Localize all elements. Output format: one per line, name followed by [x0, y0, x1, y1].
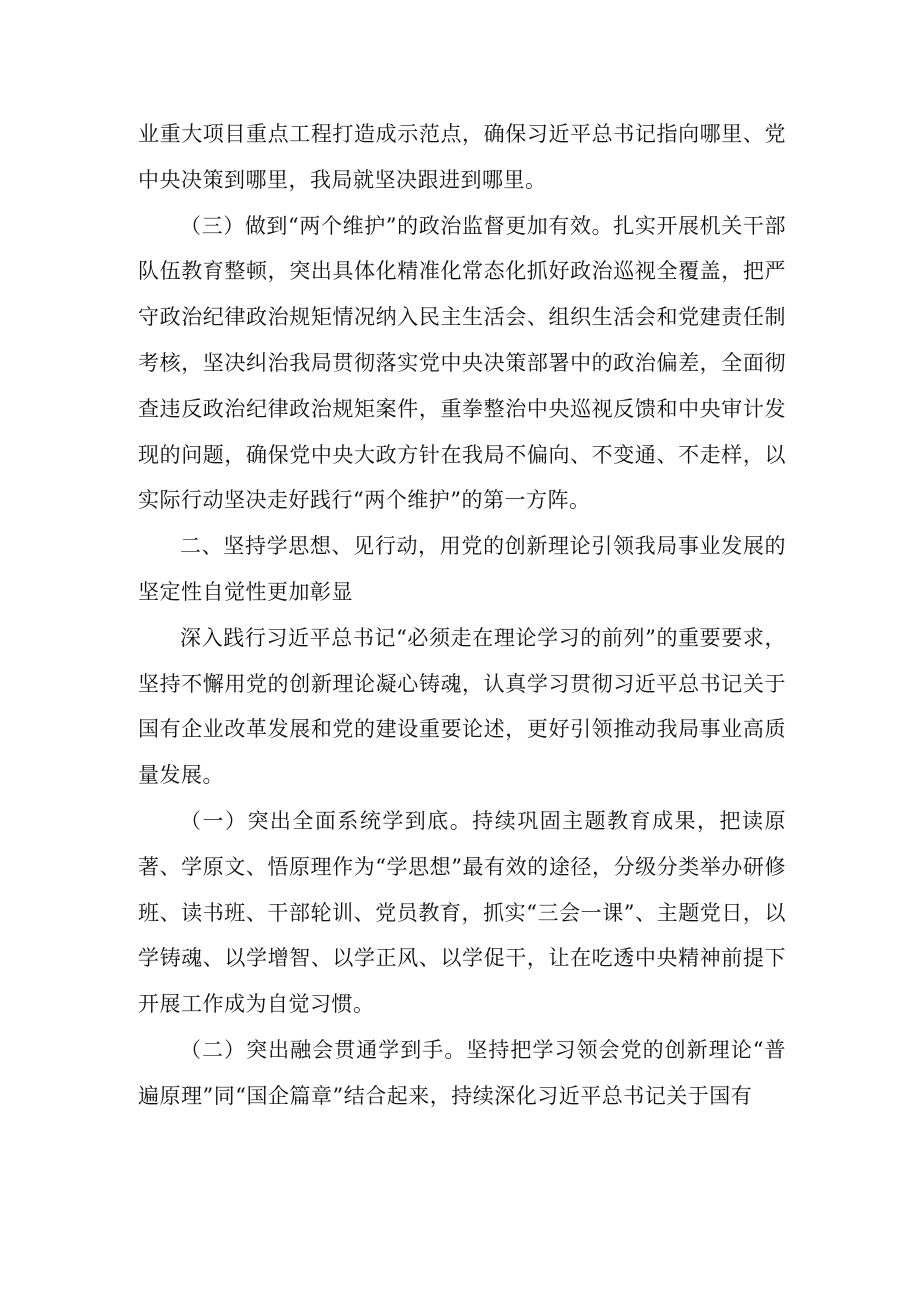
- paragraph-section-2-item-1: （一）突出全面系统学到底。持续巩固主题教育成果，把读原著、学原文、悟原理作为“学思想”最有效的途径，分级分类举办研修班、读书班、干部轮训、党员教育，抓实“三会一课”、主题党日，以学铸魂、以学增智、以学正风、以学促干，让在吃透中央精神前提下开展工作成为自觉习惯。: [138, 808, 786, 1017]
- document-body: [138, 112, 786, 1120]
- paragraph-section-2-intro: 深入践行习近平总书记“必须走在理论学习的前列”的重要要求，坚持不懈用党的创新理论凝心铸魂，认真学习贯彻习近平总书记关于国有企业改革发展和党的建设重要论述，更好引领推动我局事业高质量发展。: [138, 625, 786, 788]
- paragraph-section-2-item-2: （二）突出融会贯通学到手。坚持把学习领会党的创新理论“普遍原理”同“国企篇章”结合起来，持续深化习近平总书记关于国有: [138, 1037, 786, 1108]
- section-2-heading: 二、坚持学思想、见行动，用党的创新理论引领我局事业发展的坚定性自觉性更加彰显: [138, 534, 786, 604]
- paragraph-section-1-item-3: （三）做到“两个维护”的政治监督更加有效。扎实开展机关干部队伍教育整顿，突出具体化精准化常态化抓好政治巡视全覆盖，把严守政治纪律政治规矩情况纳入民主生活会、组织生活会和党建责任制考核，坚决纠治我局贯彻落实党中央决策部署中的政治偏差，全面彻查违反政治纪律政治规矩案件，重拳整治中央巡视反馈和中央审计发现的问题，确保党中央大政方针在我局不偏向、不变通、不走样，以实际行动坚决走好践行“两个维护”的第一方阵。: [138, 213, 786, 513]
- paragraph-continuation: 业重大项目重点工程打造成示范点，确保习近平总书记指向哪里、党中央决策到哪里，我局就坚决跟进到哪里。: [138, 122, 786, 192]
